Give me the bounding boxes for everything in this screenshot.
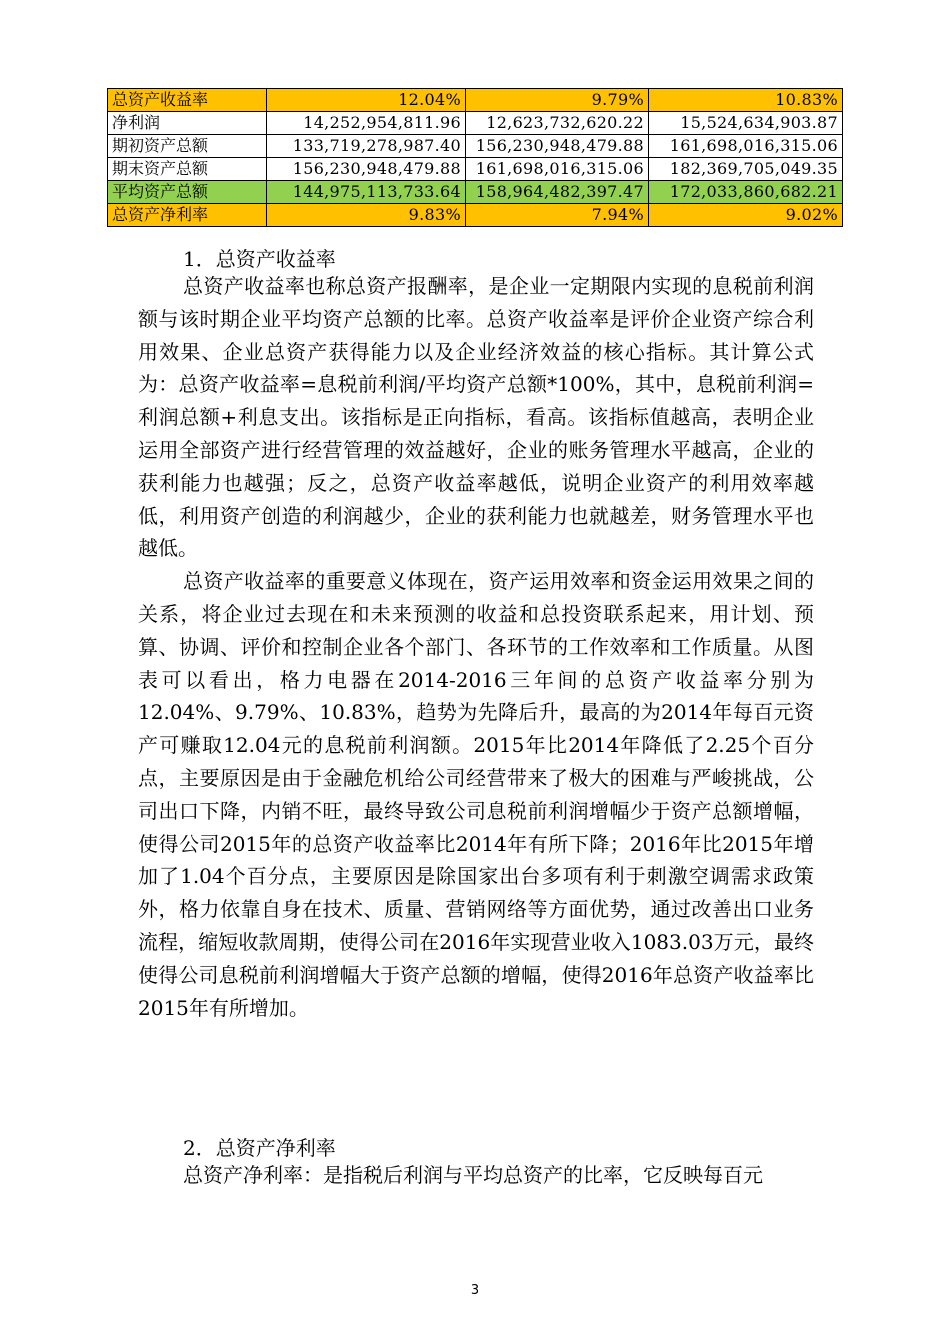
cell-2014: 144,975,113,733.64 [267,181,466,204]
table-row [108,89,843,112]
section-2-body [138,1159,814,1192]
cell-2015: 161,698,016,315.06 [466,158,649,181]
section-heading-2: 2．总资产净利率 [183,1136,336,1160]
paragraph: 总资产收益率的重要意义体现在，资产运用效率和资金运用效果之间的关系，将企业过去现在和未来预测的收益和总投资联系起来，用计划、预算、协调、评价和控制企业各个部门、各环节的工作效率和工作质量。从图表可以看出，格力电器在2014-2016三年间的总资产收益率分别为12.04%、9.79%、10.83%，趋势为先降后升，最高的为2014年每百元资产可赚取12.04元的息税前利润额。2015年比2014年降低了2.25个百分点，主要原因是由于金融危机给公司经营带来了极大的困难与严峻挑战，公司出口下降，内销不旺，最终导致公司息税前利润增幅少于资产总额增幅，使得公司2015年的总资产收益率比2014年有所下降；2016年比2015年增加了1.04个百分点，主要原因是除国家出台多项有利于刺激空调需求政策外，格力依靠自身在技术、质量、营销网络等方面优势，通过改善出口业务流程，缩短收款周期，使得公司在2016年实现营业收入1083.03万元，最终使得公司息税前利润增幅大于资产总额的增幅，使得2016年总资产收益率比2015年有所增加。 [138,569,814,1020]
cell-2016: 182,369,705,049.35 [649,158,843,181]
table-row [108,135,843,158]
row-label: 期末资产总额 [108,158,267,181]
section-1-body [138,270,814,1024]
financial-table [107,88,843,227]
table-row [108,181,843,204]
table-row [108,158,843,181]
section-heading-1: 1．总资产收益率 [183,247,336,271]
cell-2015: 156,230,948,479.88 [466,135,649,158]
page-number: 3 [470,1283,480,1298]
row-label: 净利润 [108,112,267,135]
cell-2016: 161,698,016,315.06 [649,135,843,158]
row-label: 总资产净利率 [108,204,267,227]
table-row [108,204,843,227]
cell-2014: 156,230,948,479.88 [267,158,466,181]
cell-2014: 12.04% [267,89,466,112]
cell-2016: 9.02% [649,204,843,227]
cell-2014: 133,719,278,987.40 [267,135,466,158]
row-label: 总资产收益率 [108,89,267,112]
paragraph: 总资产净利率：是指税后利润与平均总资产的比率，它反映每百元 [183,1163,763,1187]
cell-2015: 12,623,732,620.22 [466,112,649,135]
cell-2016: 10.83% [649,89,843,112]
cell-2016: 172,033,860,682.21 [649,181,843,204]
cell-2014: 9.83% [267,204,466,227]
table-row [108,112,843,135]
row-label: 期初资产总额 [108,135,267,158]
cell-2014: 14,252,954,811.96 [267,112,466,135]
cell-2015: 9.79% [466,89,649,112]
paragraph: 总资产收益率也称总资产报酬率，是企业一定期限内实现的息税前利润额与该时期企业平均资产总额的比率。总资产收益率是评价企业资产综合利用效果、企业总资产获得能力以及企业经济效益的核心指标。其计算公式为：总资产收益率=息税前利润/平均资产总额*100%，其中，息税前利润=利润总额+利息支出。该指标是正向指标，看高。该指标值越高，表明企业运用全部资产进行经营管理的效益越好，企业的账务管理水平越高，企业的获利能力也越强；反之，总资产收益率越低，说明企业资产的利用效率越低，利用资产创造的利润越少，企业的获利能力也就越差，财务管理水平也越低。 [138,274,814,561]
row-label: 平均资产总额 [108,181,267,204]
cell-2015: 7.94% [466,204,649,227]
cell-2016: 15,524,634,903.87 [649,112,843,135]
cell-2015: 158,964,482,397.47 [466,181,649,204]
